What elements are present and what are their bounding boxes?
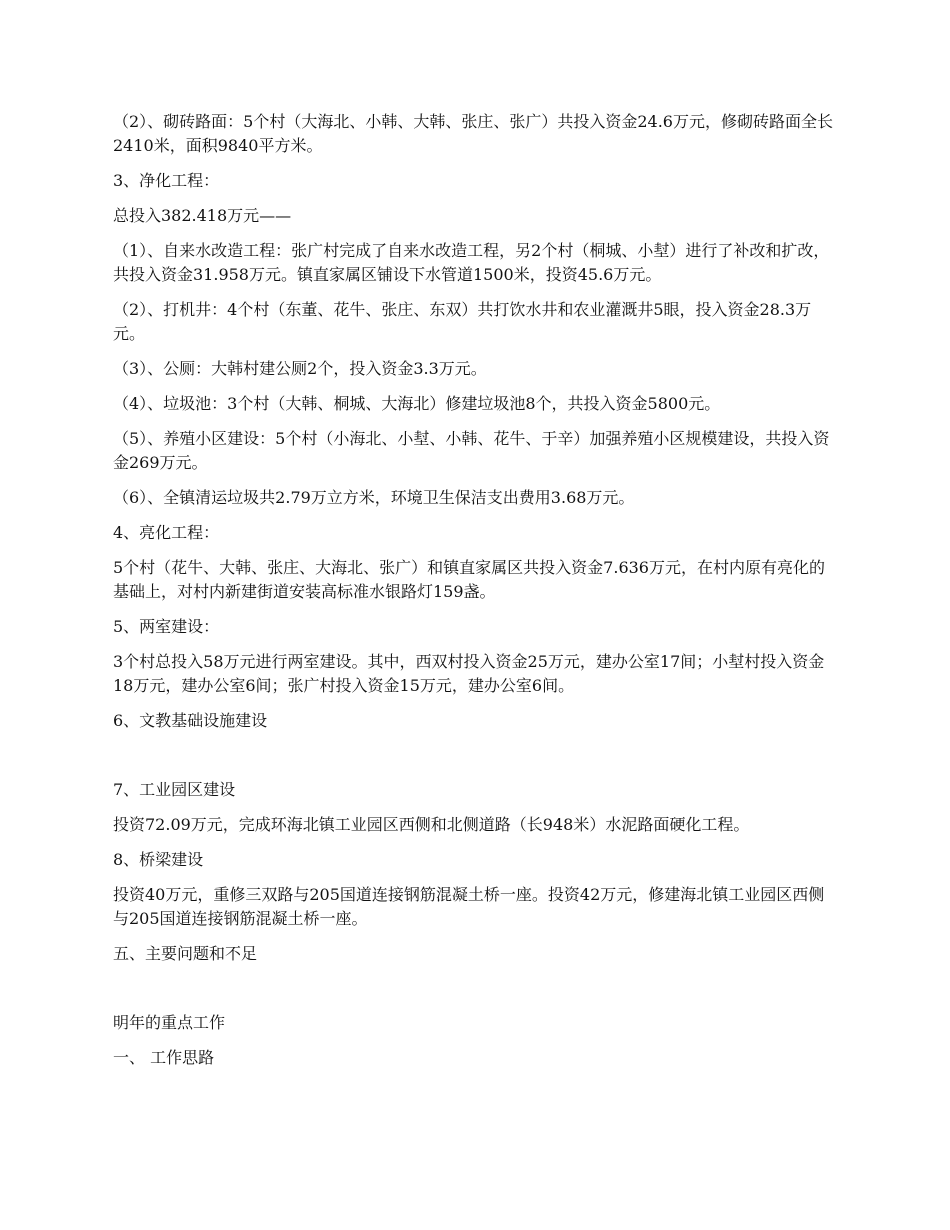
- heading-industrial-park: 7、工业园区建设: [113, 780, 236, 799]
- paragraph-brick-road: （2）、砌砖路面：5个村（大海北、小韩、大韩、张庄、张广）共投入资金24.6万元，修砌砖路面全长2410米，面积9840平方米。: [113, 112, 833, 155]
- heading-bridge-construction: 8、桥梁建设: [113, 850, 204, 869]
- paragraph-bridges: 投资40万元，重修三双路与205国道连接钢筋混凝土桥一座。投资42万元，修建海北镇工业园区西侧与205国道连接钢筋混凝土桥一座。: [113, 885, 825, 928]
- paragraph-wells: （2）、打机井：4个村（东董、花牛、张庄、东双）共打饮水井和农业灌溉井5眼，投入资金28.3万元。: [113, 300, 812, 343]
- heading-lighting-project: 4、亮化工程：: [113, 523, 220, 542]
- blank-space: [113, 977, 838, 1011]
- paragraph-water-supply: （1）、自来水改造工程：张广村完成了自来水改造工程，另2个村（桐城、小堼）进行了补改和扩改，共投入资金31.958万元。镇直家属区铺设下水管道1500米，投资45.6万元。: [113, 241, 830, 284]
- heading-work-ideas: 一、 工作思路: [113, 1048, 215, 1067]
- paragraph-public-toilets: （3）、公厕：大韩村建公厕2个，投入资金3.3万元。: [113, 359, 487, 378]
- paragraph-breeding-zones: （5）、养殖小区建设：5个村（小海北、小堼、小韩、花牛、于辛）加强养殖小区规模建设，共投入资金269万元。: [113, 429, 830, 472]
- paragraph-industrial-park: 投资72.09万元，完成环海北镇工业园区西侧和北侧道路（长948米）水泥路面硬化工程。: [113, 815, 750, 834]
- paragraph-garbage-removal: （6）、全镇清运垃圾共2.79万立方米，环境卫生保洁支出费用3.68万元。: [113, 488, 635, 507]
- paragraph-purification-total: 总投入382.418万元——: [113, 206, 292, 225]
- heading-education-facilities: 6、文教基础设施建设: [113, 711, 268, 730]
- paragraph-garbage-pools: （4）、垃圾池：3个村（大韩、桐城、大海北）修建垃圾池8个，共投入资金5800元。: [113, 394, 721, 413]
- blank-space: [113, 744, 838, 778]
- paragraph-lighting: 5个村（花牛、大韩、张庄、大海北、张广）和镇直家属区共投入资金7.636万元，在村内原有亮化的基础上，对村内新建街道安装高标准水银路灯159盏。: [113, 558, 825, 601]
- heading-next-year-work: 明年的重点工作: [113, 1013, 226, 1032]
- paragraph-two-rooms: 3个村总投入58万元进行两室建设。其中，西双村投入资金25万元，建办公室17间；小堼村投入资金18万元，建办公室6间；张广村投入资金15万元，建办公室6间。: [113, 652, 825, 695]
- heading-two-rooms: 5、两室建设：: [113, 617, 220, 636]
- heading-purification-project: 3、净化工程：: [113, 171, 220, 190]
- document-page: [113, 110, 838, 1081]
- heading-main-problems: 五、主要问题和不足: [113, 944, 258, 963]
